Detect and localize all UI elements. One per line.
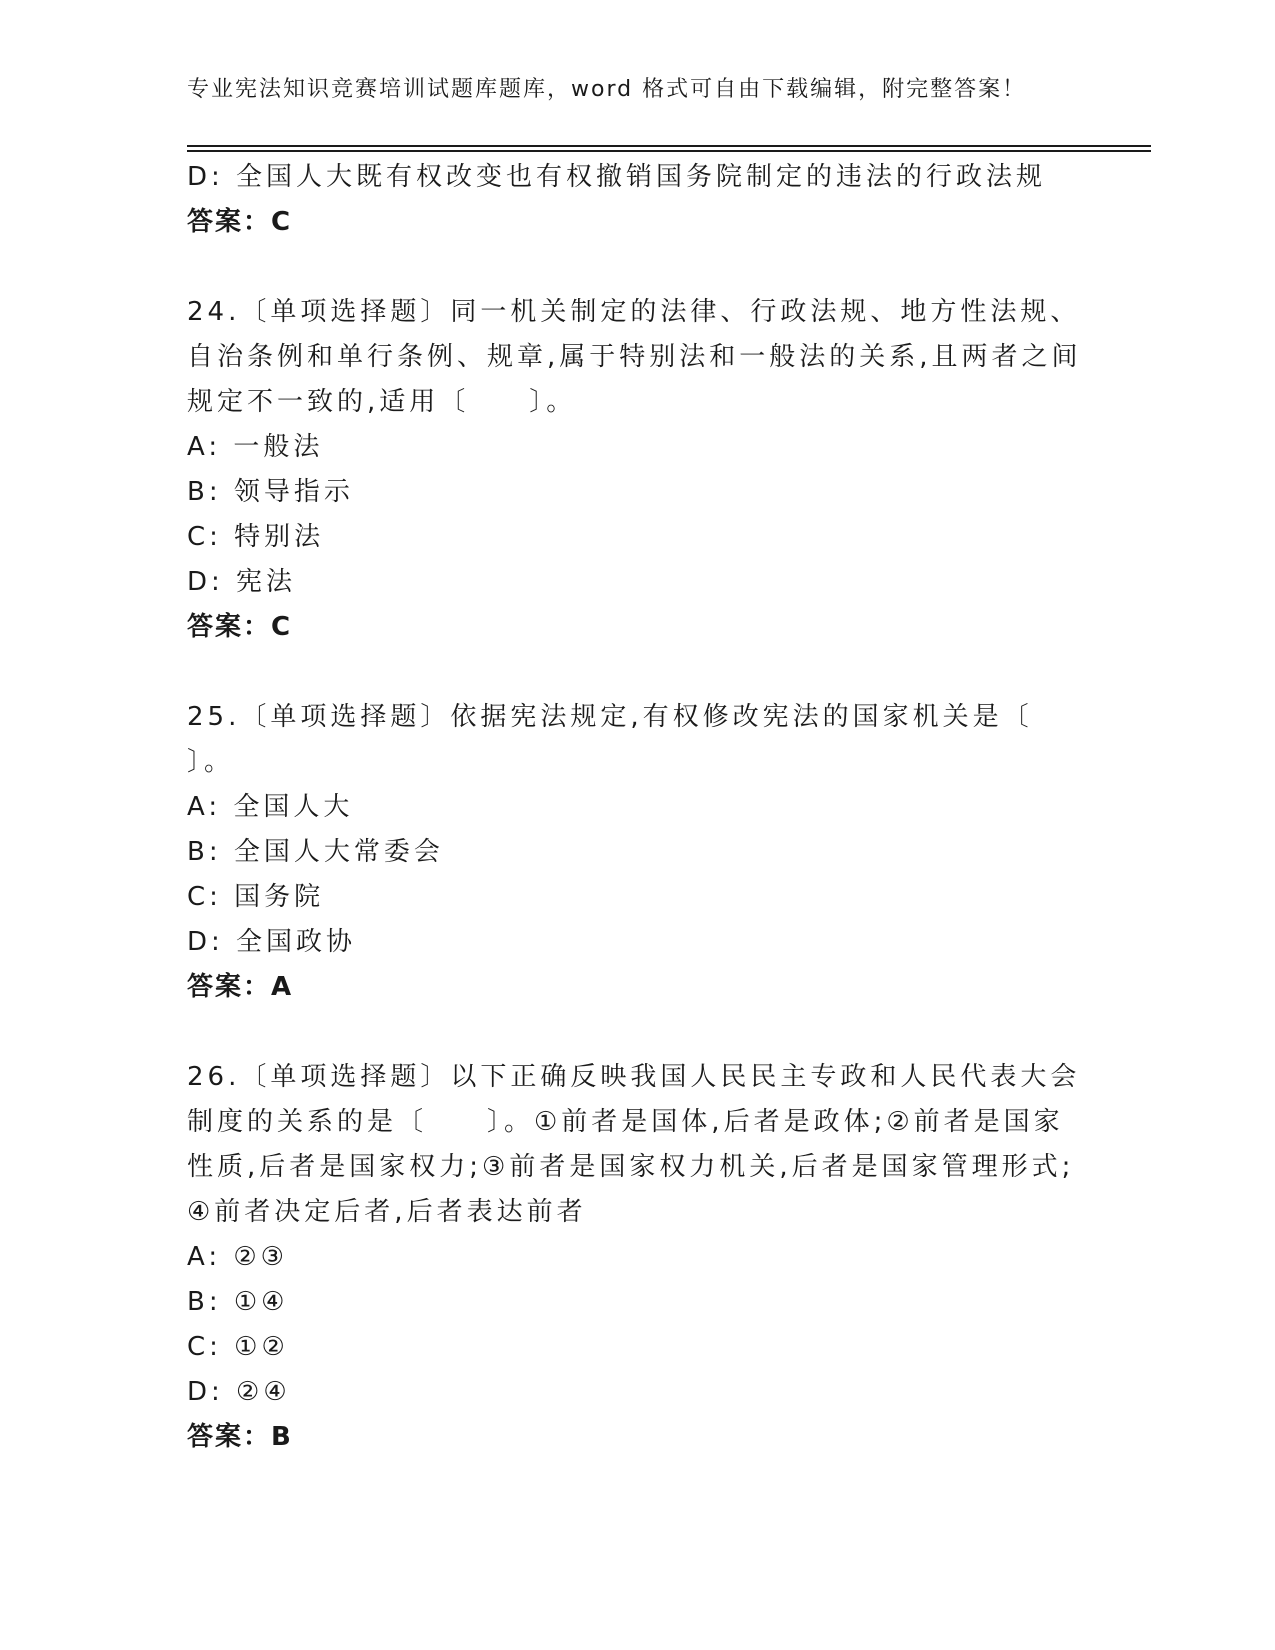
answer: 答案：C [187,612,293,642]
option-a: A: ②③ [187,1242,288,1272]
option-b: B: ①④ [187,1287,289,1317]
question-stem: 25.〔单项选择题〕依据宪法规定,有权修改宪法的国家机关是〔 〕。 [187,702,1093,777]
page-header: 专业宪法知识竞赛培训试题库题库，word 格式可自由下载编辑，附完整答案！ [187,77,1027,102]
spacer [187,245,1087,290]
header-rule-bottom [187,150,1151,152]
option-c: C: ①② [187,1332,289,1362]
option-a: A: 一般法 [187,432,324,462]
header-rule-top [187,145,1151,147]
option-b: B: 领导指示 [187,477,354,507]
carryover-option-d: D: 全国人大既有权改变也有权撤销国务院制定的违法的行政法规 [187,162,1047,192]
option-d: D: ②④ [187,1377,291,1407]
option-d: D: 宪法 [187,567,297,597]
option-a: A: 全国人大 [187,792,354,822]
option-d: D: 全国政协 [187,927,357,957]
answer: 答案：B [187,1422,293,1452]
option-c: C: 特别法 [187,522,325,552]
option-b: B: 全国人大常委会 [187,837,444,867]
question-24 [187,290,1087,650]
spacer [187,650,1087,695]
question-content [187,155,1093,1460]
answer: 答案：A [187,972,294,1002]
carryover-answer: 答案：C [187,207,293,237]
question-stem: 24.〔单项选择题〕同一机关制定的法律、行政法规、地方性法规、自治条例和单行条例、规章,属于特别法和一般法的关系,且两者之间规定不一致的,适用〔 〕。 [187,297,1082,417]
spacer [187,1010,1087,1055]
question-stem: 26.〔单项选择题〕以下正确反映我国人民民主专政和人民代表大会制度的关系的是〔 〕。①前者是国体,后者是政体;②前者是国家性质,后者是国家权力;③前者是国家权力机关,后者是国家管理形式;④前者决定后者,后者表达前者 [187,1062,1081,1227]
question-25 [187,695,1093,1010]
option-c: C: 国务院 [187,882,325,912]
question-26 [187,1055,1087,1460]
